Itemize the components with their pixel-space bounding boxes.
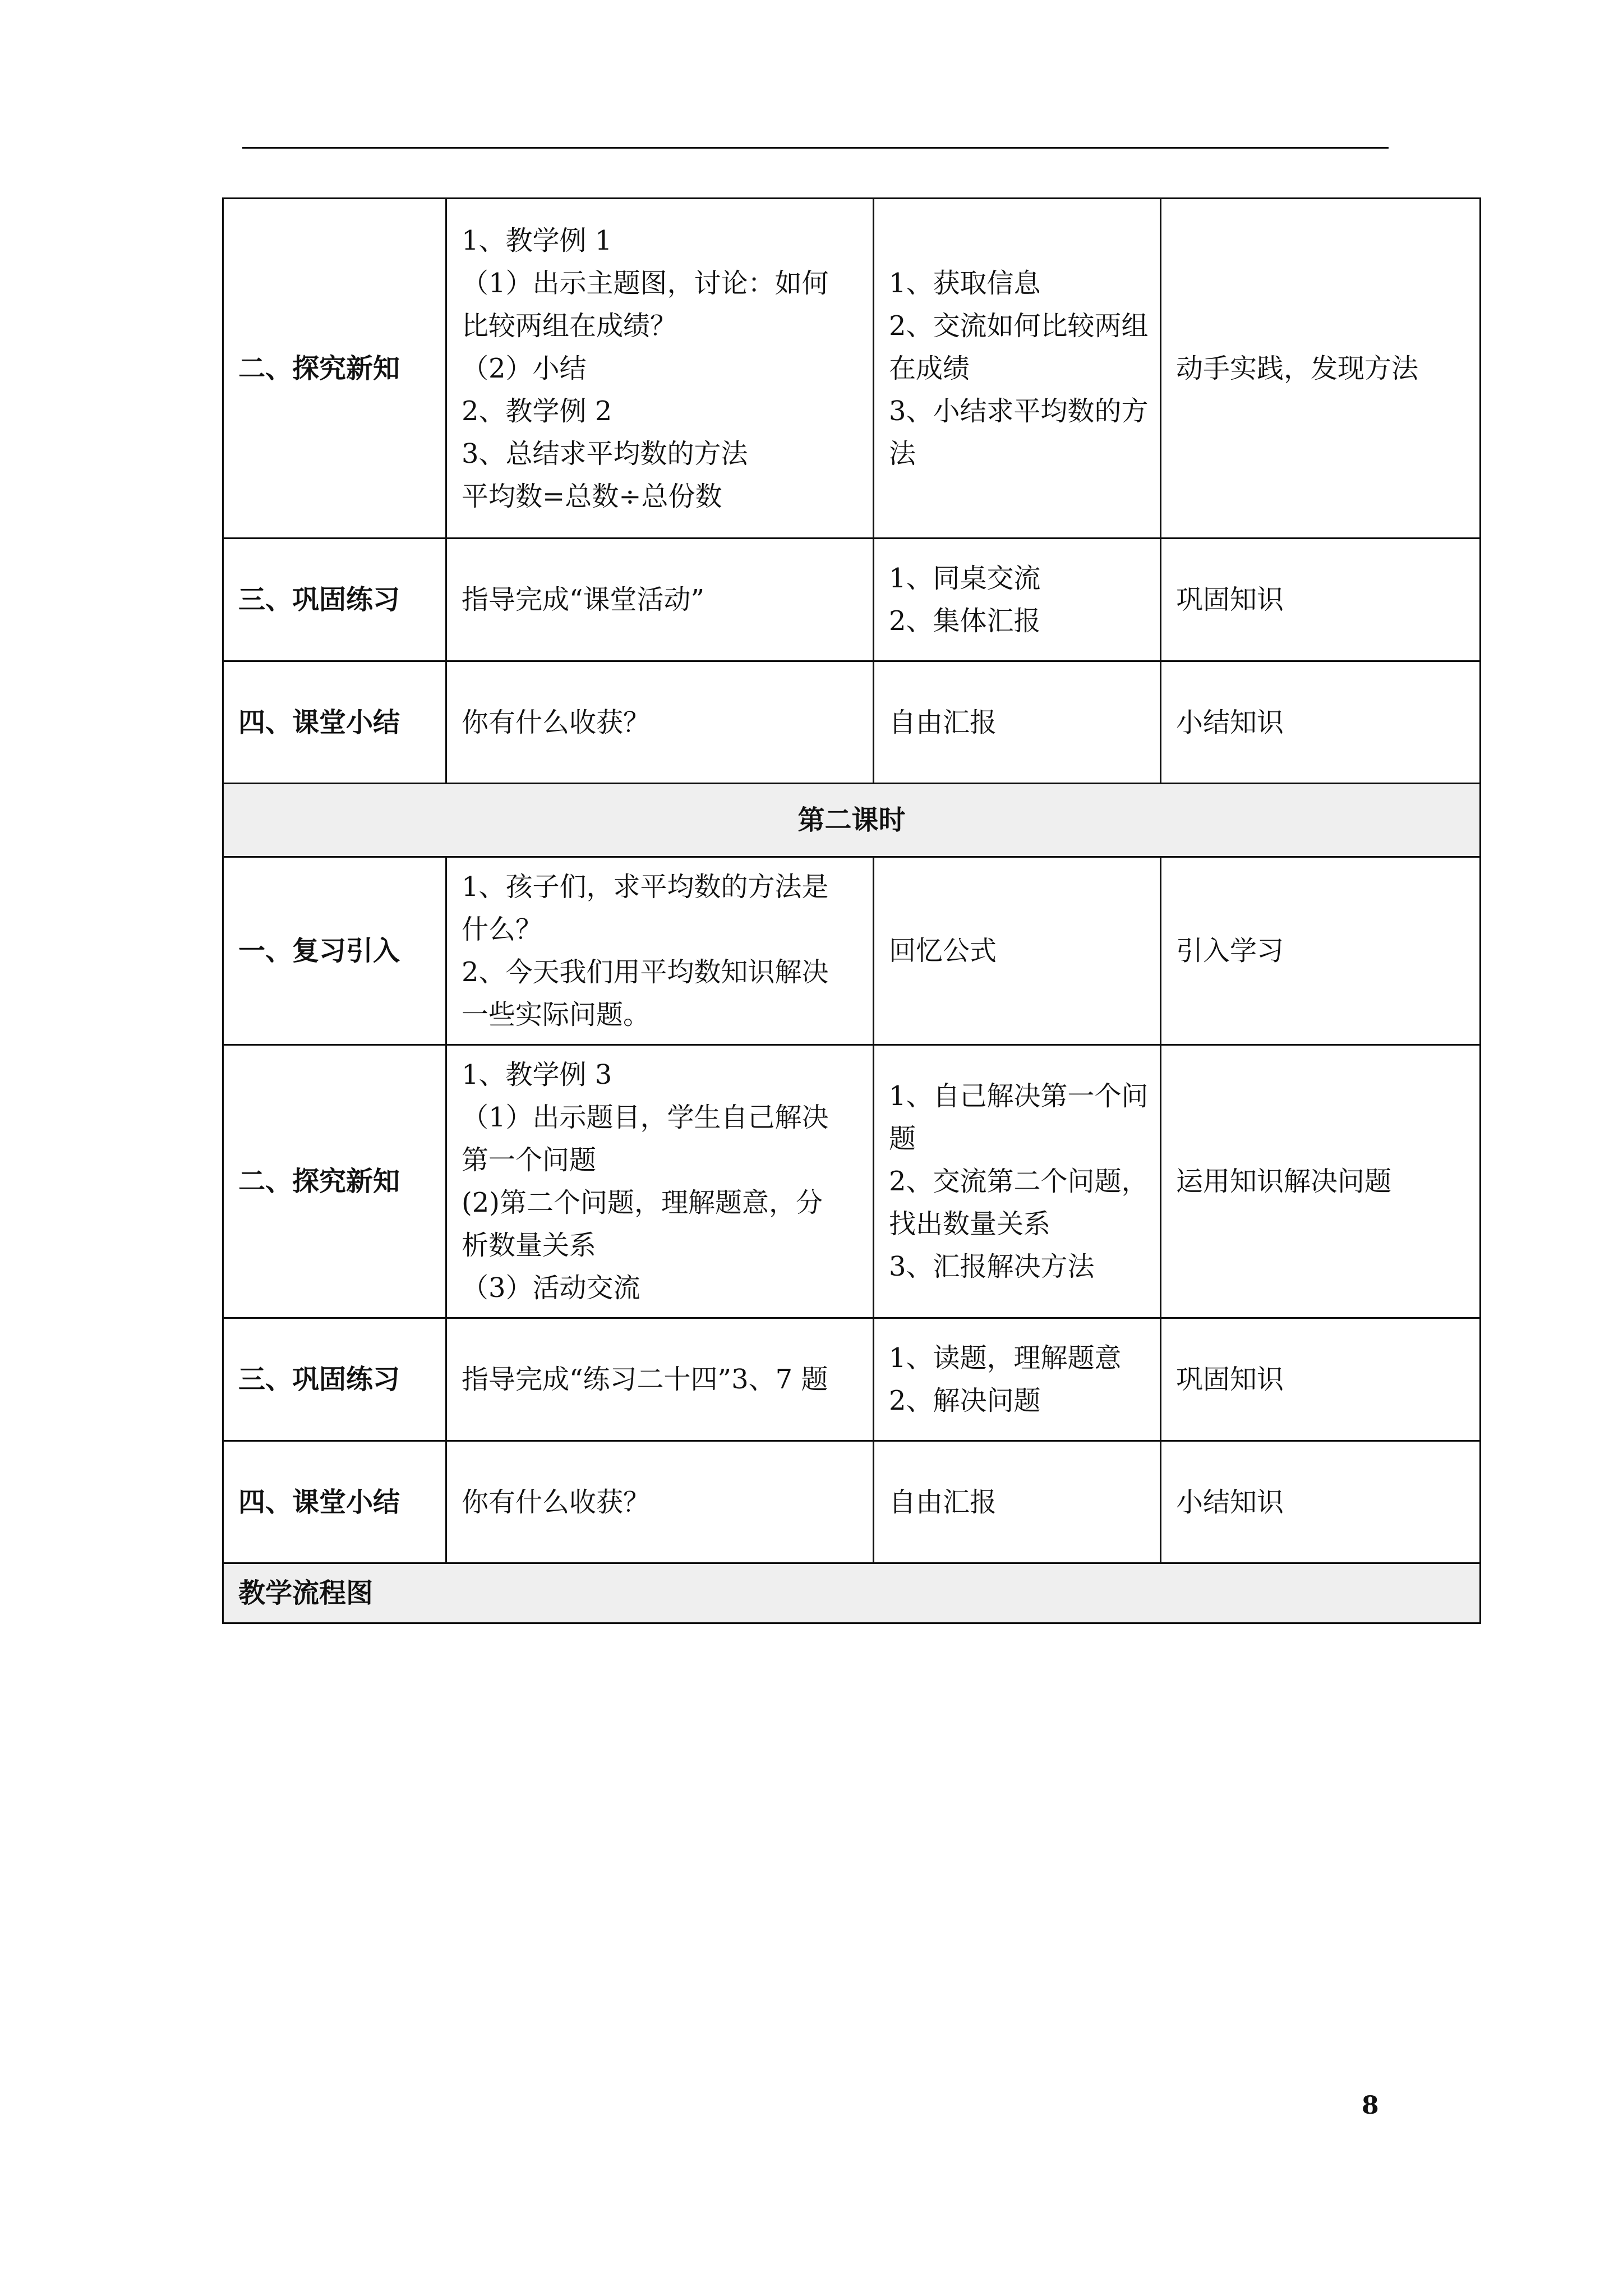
table-row	[223, 857, 1481, 1045]
text-line: 自由汇报	[889, 706, 997, 738]
section-title-row	[223, 784, 1481, 857]
teacher-activity-cell	[446, 1045, 874, 1318]
student-activity-cell	[874, 1045, 1161, 1318]
student-activity-cell	[874, 661, 1161, 784]
text-line: 1、读题，理解题意	[889, 1342, 1122, 1374]
table-row	[223, 661, 1481, 784]
text-line: 析数量关系	[462, 1230, 597, 1261]
design-intent-cell: 运用知识解决问题	[1161, 1045, 1481, 1318]
text-line: 指导完成“练习二十四”3、7 题	[462, 1364, 828, 1395]
text-line: 2、交流第二个问题，	[889, 1166, 1149, 1197]
text-line: 法	[889, 438, 916, 470]
student-activity-cell	[874, 539, 1161, 661]
teacher-activity-cell	[446, 661, 874, 784]
stage-cell: 二、探究新知	[223, 199, 446, 539]
student-activity-cell	[874, 199, 1161, 539]
header-rule	[242, 147, 1389, 149]
text-line: （3）活动交流	[462, 1272, 640, 1304]
text-line: 3、总结求平均数的方法	[462, 438, 748, 470]
design-intent-cell: 巩固知识	[1161, 539, 1481, 661]
stage-cell: 一、复习引入	[223, 857, 446, 1045]
text-line: （1）出示主题图，讨论：如何	[462, 267, 829, 299]
student-activity-cell	[874, 1318, 1161, 1441]
text-line: 一些实际问题。	[462, 999, 651, 1030]
teacher-activity-cell	[446, 199, 874, 539]
text-line: 3、小结求平均数的方	[889, 395, 1149, 427]
student-activity-cell	[874, 857, 1161, 1045]
text-line: 2、交流如何比较两组	[889, 310, 1149, 342]
text-line: 指导完成“课堂活动”	[462, 584, 705, 615]
text-line: 平均数=总数÷总份数	[462, 480, 722, 512]
text-line: 3、汇报解决方法	[889, 1251, 1095, 1282]
text-line: （2）小结	[462, 352, 587, 384]
teacher-activity-cell	[446, 1318, 874, 1441]
stage-cell: 四、课堂小结	[223, 1441, 446, 1563]
text-line: (2)第二个问题，理解题意，分	[462, 1187, 823, 1218]
text-line: 找出数量关系	[889, 1208, 1051, 1240]
table-row	[223, 1441, 1481, 1563]
text-line: 回忆公式	[889, 935, 997, 967]
teacher-activity-cell	[446, 539, 874, 661]
stage-cell: 四、课堂小结	[223, 661, 446, 784]
design-intent-cell: 引入学习	[1161, 857, 1481, 1045]
flow-chart-title: 教学流程图	[223, 1563, 1481, 1623]
text-line: 2、今天我们用平均数知识解决	[462, 956, 829, 988]
stage-cell: 三、巩固练习	[223, 539, 446, 661]
stage-cell: 二、探究新知	[223, 1045, 446, 1318]
text-line: 1、教学例 3	[462, 1059, 612, 1091]
student-activity-cell	[874, 1441, 1161, 1563]
text-line: 1、自己解决第一个问	[889, 1080, 1149, 1112]
table-row	[223, 1318, 1481, 1441]
text-line: 2、解决问题	[889, 1385, 1041, 1416]
table-row	[223, 1045, 1481, 1318]
text-line: 1、获取信息	[889, 267, 1041, 299]
design-intent-cell: 小结知识	[1161, 1441, 1481, 1563]
text-line: 2、教学例 2	[462, 395, 612, 427]
teacher-activity-cell	[446, 1441, 874, 1563]
text-line: 1、孩子们，求平均数的方法是	[462, 871, 829, 903]
lesson-plan-table	[222, 197, 1481, 1624]
text-line: 你有什么收获？	[462, 1486, 651, 1518]
flow-title-row	[223, 1563, 1481, 1623]
section-title: 第二课时	[223, 784, 1481, 857]
design-intent-cell: 巩固知识	[1161, 1318, 1481, 1441]
text-line: 自由汇报	[889, 1486, 997, 1518]
teacher-activity-cell	[446, 857, 874, 1045]
text-line: 什么？	[462, 914, 543, 945]
design-intent-cell: 动手实践，发现方法	[1161, 199, 1481, 539]
text-line: 在成绩	[889, 352, 970, 384]
text-line: 你有什么收获？	[462, 706, 651, 738]
text-line: 题	[889, 1123, 916, 1154]
design-intent-cell: 小结知识	[1161, 661, 1481, 784]
text-line: 第一个问题	[462, 1144, 597, 1176]
text-line: （1）出示题目，学生自己解决	[462, 1102, 829, 1133]
stage-cell: 三、巩固练习	[223, 1318, 446, 1441]
table-row	[223, 539, 1481, 661]
text-line: 1、同桌交流	[889, 563, 1041, 594]
page-number: 8	[1362, 2091, 1379, 2120]
table-row	[223, 199, 1481, 539]
text-line: 1、教学例 1	[462, 224, 612, 256]
text-line: 2、集体汇报	[889, 605, 1041, 637]
text-line: 比较两组在成绩？	[462, 310, 677, 342]
